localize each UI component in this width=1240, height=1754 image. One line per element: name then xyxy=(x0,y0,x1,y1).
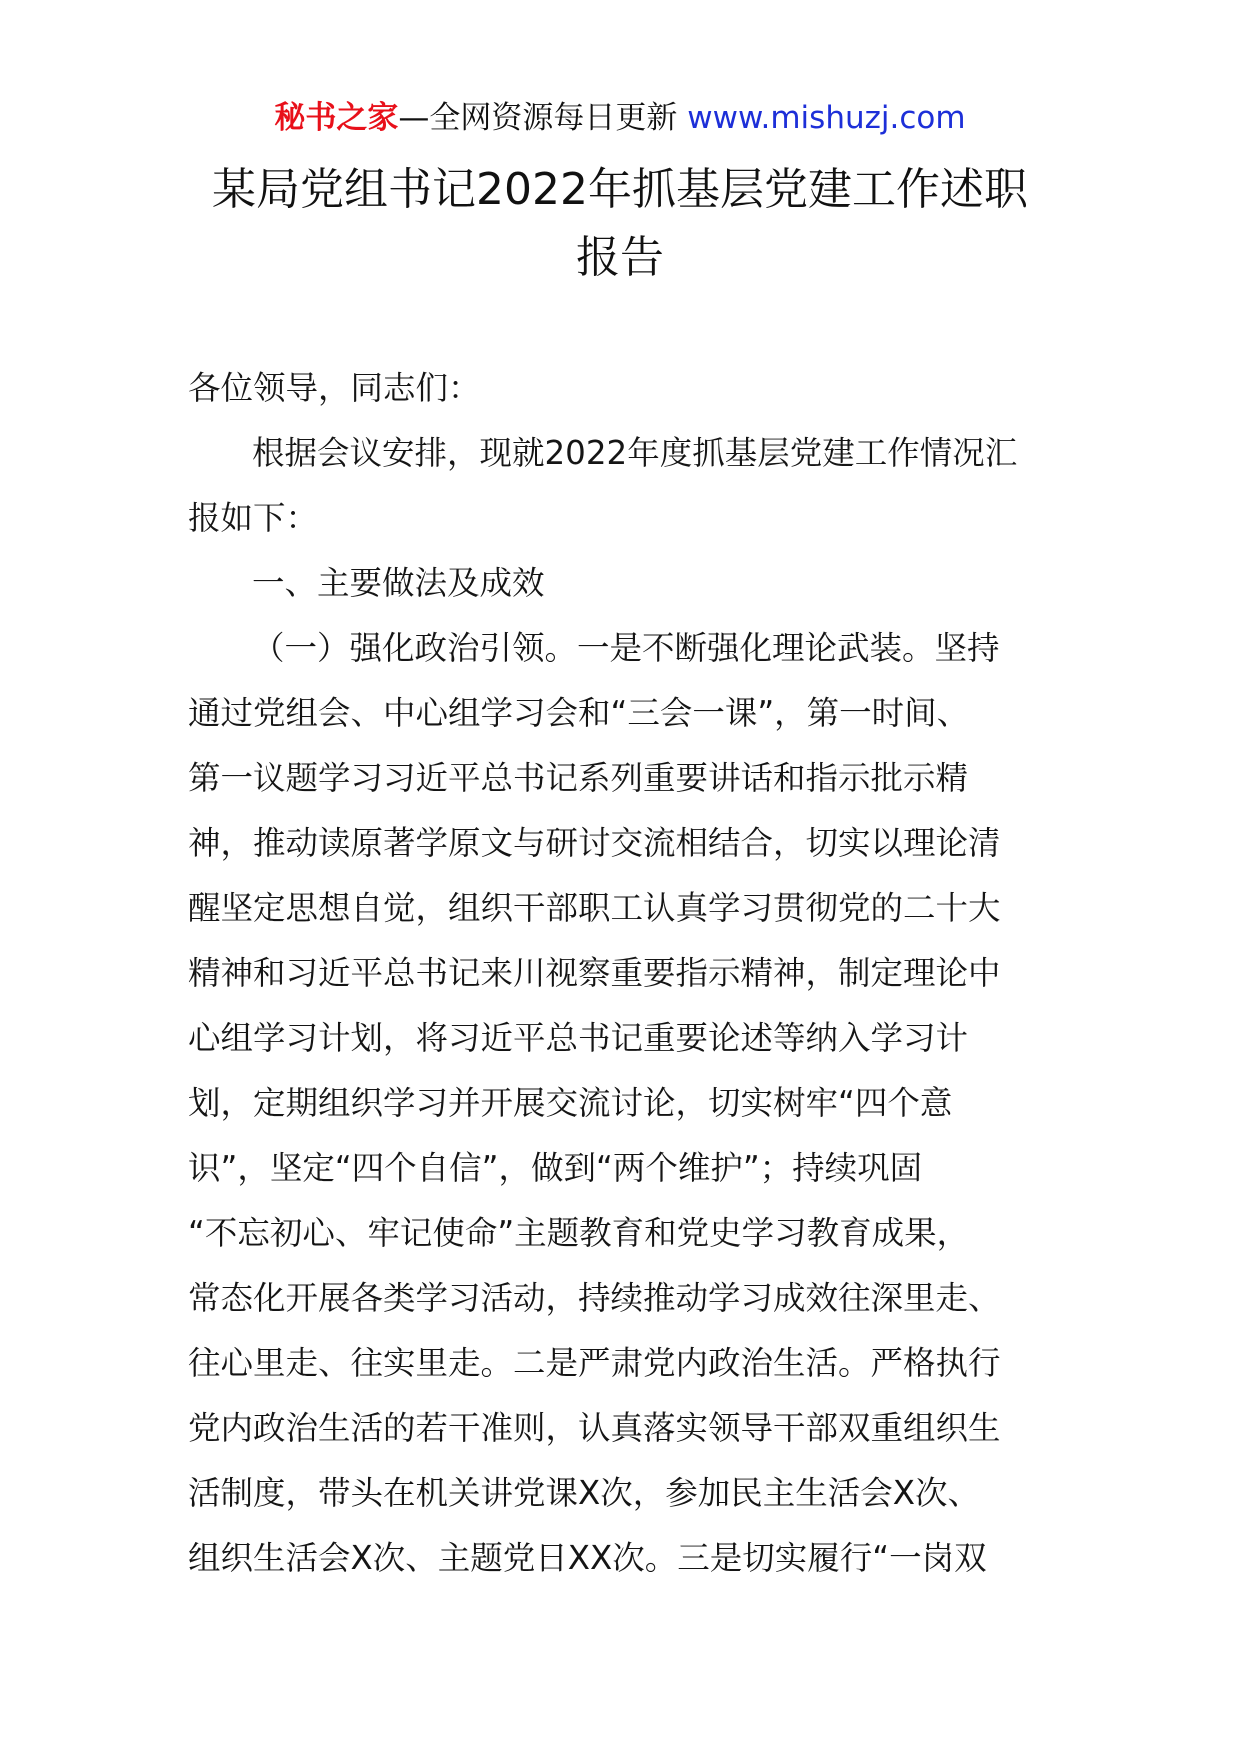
paragraph-line: 通过党组会、中心组学习会和“三会一课”，第一时间、 xyxy=(188,694,970,732)
brand-name: 秘书之家 xyxy=(274,100,399,136)
document-title-line-2: 报告 xyxy=(576,232,664,283)
document-title xyxy=(180,156,1060,292)
paragraph-line: 第一议题学习习近平总书记系列重要讲话和指示批示精 xyxy=(188,759,969,797)
report-body xyxy=(188,421,1058,1591)
paragraph-line: 划，定期组织学习并开展交流讨论，切实树牢“四个意 xyxy=(188,1084,953,1122)
paragraph-line: 神，推动读原著学原文与研讨交流相结合，切实以理论清 xyxy=(188,824,1001,862)
paragraph-line: 醒坚定思想自觉，组织干部职工认真学习贯彻党的二十大 xyxy=(188,889,1001,927)
paragraph-line: 报如下： xyxy=(188,499,319,537)
paragraph-line: 心组学习计划，将习近平总书记重要论述等纳入学习计 xyxy=(188,1019,969,1057)
paragraph-line: 识”，坚定“四个自信”，做到“两个维护”；持续巩固 xyxy=(188,1149,923,1187)
paragraph-line: 党内政治生活的若干准则，认真落实领导干部双重组织生 xyxy=(188,1409,1001,1447)
paragraph-line: 常态化开展各类学习活动，持续推动学习成效往深里走、 xyxy=(188,1279,1001,1317)
paragraph-line: 精神和习近平总书记来川视察重要指示精神，制定理论中 xyxy=(188,954,1001,992)
header-tagline: —全网资源每日更新 xyxy=(398,100,678,136)
paragraph-line: “不忘初心、牢记使命”主题教育和党史学习教育成果， xyxy=(188,1214,970,1252)
salutation: 各位领导，同志们： xyxy=(188,369,481,407)
site-url-link[interactable]: www.mishuzj.com xyxy=(687,100,966,136)
watermark-header xyxy=(0,96,1240,140)
paragraph-line: 往心里走、往实里走。二是严肃党内政治生活。严格执行 xyxy=(188,1344,1001,1382)
paragraph-line: 根据会议安排，现就2022年度抓基层党建工作情况汇 xyxy=(252,434,1018,472)
document-title-line-1: 某局党组书记2022年抓基层党建工作述职 xyxy=(212,164,1028,215)
paragraph-line: （一）强化政治引领。一是不断强化理论武装。坚持 xyxy=(252,629,1000,667)
paragraph-line: 活制度，带头在机关讲党课X次，参加民主生活会X次、 xyxy=(188,1474,981,1512)
paragraph-line: 组织生活会X次、主题党日XX次。三是切实履行“一岗双 xyxy=(188,1539,987,1577)
section-heading: 一、主要做法及成效 xyxy=(252,564,545,602)
